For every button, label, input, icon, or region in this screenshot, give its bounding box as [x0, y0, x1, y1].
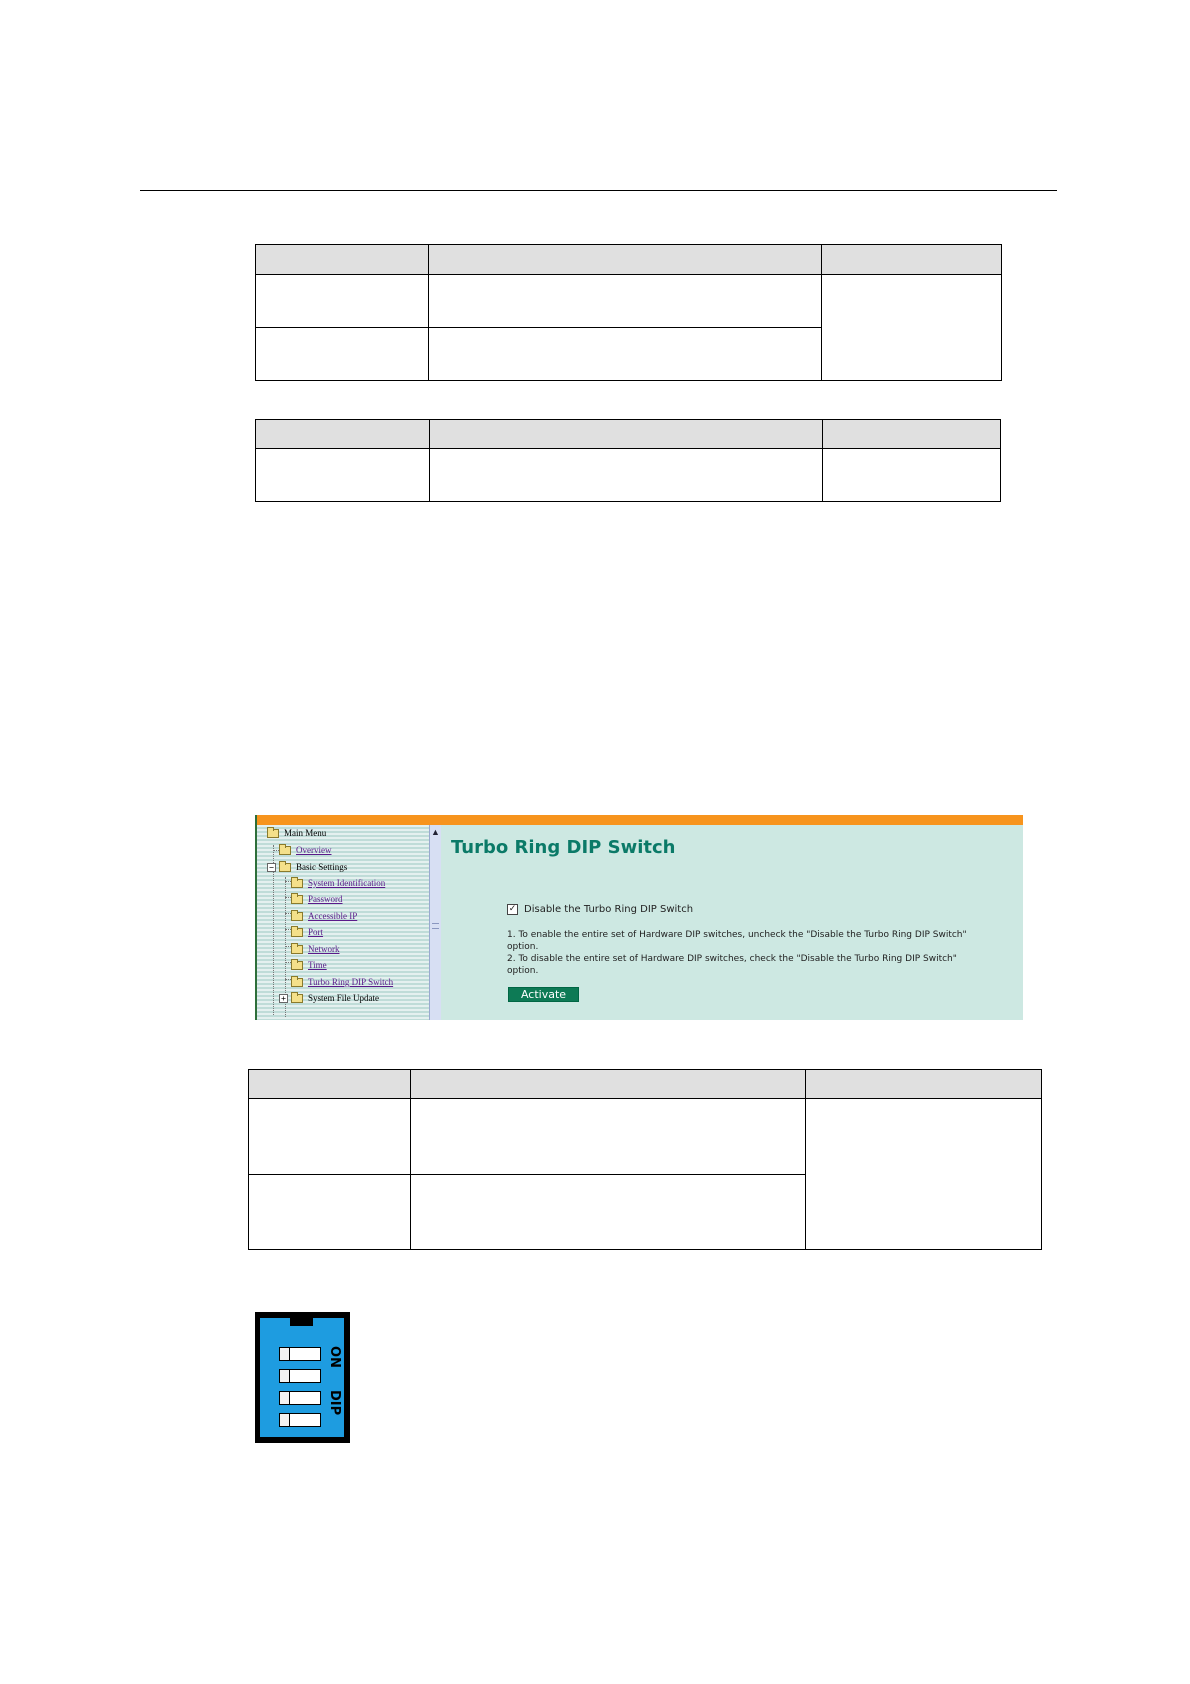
folder-icon	[291, 895, 303, 904]
dip-on-label: ON	[327, 1346, 342, 1368]
folder-open-icon	[267, 829, 279, 838]
collapse-icon[interactable]: −	[267, 863, 276, 872]
top-orange-bar	[255, 815, 1023, 825]
table-row	[256, 449, 1001, 502]
scroll-grip[interactable]	[432, 923, 439, 929]
table-3-cell	[249, 1175, 411, 1250]
folder-open-icon	[279, 863, 291, 872]
nav-system-identification[interactable]	[291, 876, 385, 890]
folder-icon	[279, 846, 291, 855]
table-2	[255, 419, 1001, 502]
page-title: Turbo Ring DIP Switch	[451, 837, 676, 858]
dip-label: DIP	[327, 1390, 342, 1416]
nav-accessible-ip[interactable]	[291, 909, 357, 923]
table-3	[248, 1069, 1042, 1250]
scroll-up-icon[interactable]: ▲	[431, 827, 440, 837]
activate-button[interactable]: Activate	[508, 987, 579, 1002]
note-enable: 1. To enable the entire set of Hardware DIP switches, uncheck the "Disable the Turbo Ring DIP Switch" option.	[507, 930, 967, 952]
table-1-cell	[256, 275, 429, 328]
table-1-cell	[428, 328, 821, 381]
folder-icon	[291, 879, 303, 888]
table-row	[249, 1099, 1042, 1175]
nav-overview[interactable]	[279, 843, 332, 857]
nav-main-menu[interactable]	[267, 826, 326, 840]
disable-dip-switch-label: Disable the Turbo Ring DIP Switch	[524, 904, 694, 915]
table-2-header-cell	[823, 420, 1001, 449]
note-disable: 2. To disable the entire set of Hardware DIP switches, check the "Disable the Turbo Ring DIP Switch" option.	[507, 954, 957, 976]
folder-icon	[291, 961, 303, 970]
nav-turbo-ring-dip-switch[interactable]	[291, 975, 393, 989]
nav-turbo-ring-dip-switch-link[interactable]: Turbo Ring DIP Switch	[308, 977, 394, 987]
nav-password-link[interactable]: Password	[308, 894, 343, 904]
table-1	[255, 244, 1002, 381]
dip-switch-2	[279, 1369, 321, 1383]
table-3-cell	[249, 1099, 411, 1175]
dip-switch-illustration	[255, 1312, 350, 1443]
folder-icon	[291, 912, 303, 921]
folder-icon	[291, 978, 303, 987]
nav-time[interactable]	[291, 958, 327, 972]
nav-system-file-update[interactable]	[279, 991, 379, 1005]
table-2-header-cell	[256, 420, 430, 449]
header-rule	[140, 190, 1057, 191]
folder-icon	[291, 945, 303, 954]
nav-network-link[interactable]: Network	[308, 944, 340, 954]
nav-overview-link[interactable]: Overview	[296, 845, 332, 855]
table-2-cell	[256, 449, 430, 502]
table-2-cell	[429, 449, 822, 502]
turbo-ring-screenshot	[255, 815, 1023, 1020]
nav-tree	[257, 825, 429, 1020]
table-3-cell	[806, 1099, 1042, 1250]
table-2-header-cell	[429, 420, 822, 449]
dip-switch-body	[260, 1318, 344, 1437]
nav-main-menu-label: Main Menu	[284, 828, 327, 838]
table-row	[256, 275, 1002, 328]
table-1-cell	[428, 275, 821, 328]
disable-dip-switch-checkbox[interactable]: ✓	[508, 904, 517, 914]
nav-basic-settings-label: Basic Settings	[296, 862, 348, 872]
dip-switch-4	[279, 1413, 321, 1427]
nav-scrollbar[interactable]	[429, 825, 441, 1020]
nav-port-link[interactable]: Port	[308, 927, 324, 937]
folder-icon	[291, 928, 303, 937]
table-1-header-cell	[428, 245, 821, 275]
table-3-header-cell	[410, 1070, 806, 1099]
table-1-header-cell	[822, 245, 1002, 275]
table-3-header-cell	[249, 1070, 411, 1099]
nav-basic-settings[interactable]	[267, 860, 347, 874]
nav-password[interactable]	[291, 892, 343, 906]
nav-system-file-update-label: System File Update	[308, 993, 379, 1003]
expand-icon[interactable]: +	[279, 994, 288, 1003]
nav-network[interactable]	[291, 942, 340, 956]
table-2-cell	[823, 449, 1001, 502]
disable-dip-switch-row[interactable]	[507, 904, 693, 915]
table-1-cell	[822, 275, 1002, 381]
table-3-header-cell	[806, 1070, 1042, 1099]
table-3-cell	[410, 1099, 806, 1175]
nav-accessible-ip-link[interactable]: Accessible IP	[308, 911, 358, 921]
nav-time-link[interactable]: Time	[308, 960, 327, 970]
dip-notch	[290, 1318, 313, 1326]
dip-switch-1	[279, 1347, 321, 1361]
table-3-cell	[410, 1175, 806, 1250]
table-1-header-cell	[256, 245, 429, 275]
folder-icon	[291, 994, 303, 1003]
table-1-cell	[256, 328, 429, 381]
nav-port[interactable]	[291, 925, 323, 939]
nav-system-identification-link[interactable]: System Identification	[308, 878, 386, 888]
dip-switch-3	[279, 1391, 321, 1405]
